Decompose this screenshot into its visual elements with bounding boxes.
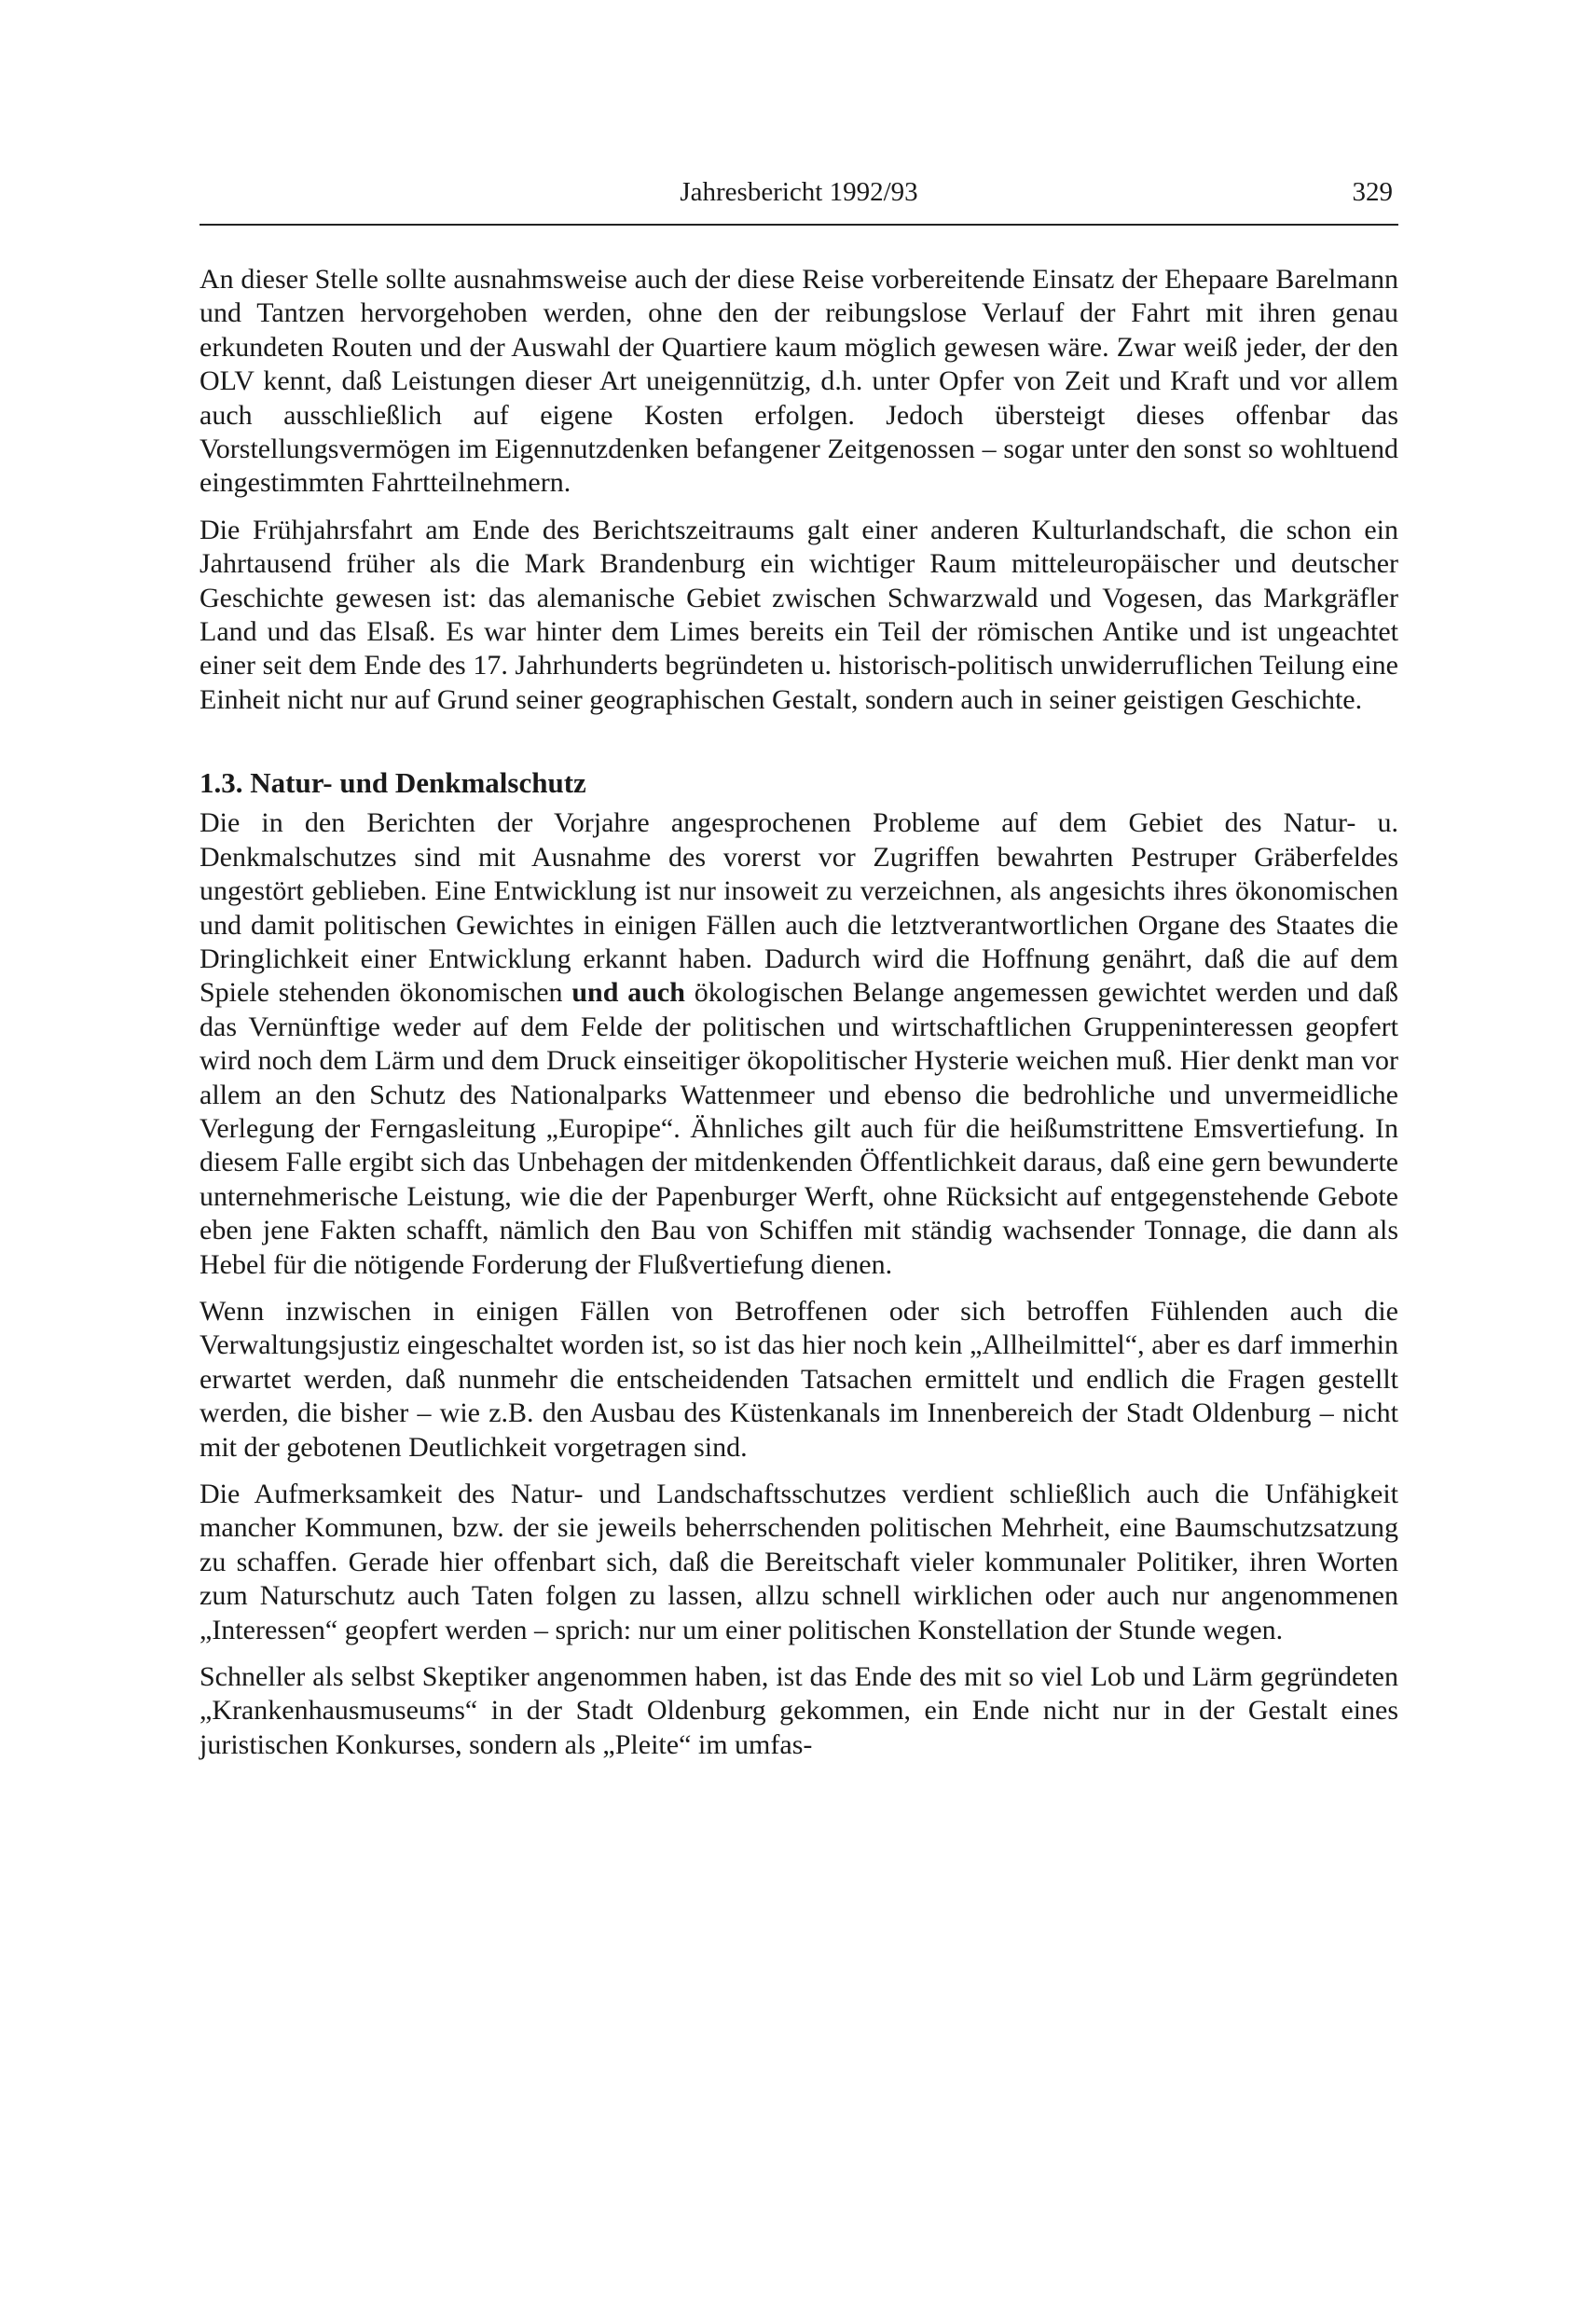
emphasized-text: und auch — [571, 977, 685, 1009]
paragraph-nature-protection-part2: ökologischen Belange angemessen gewichtet werden und daß das Vernünftige weder auf dem Felde der politischen und wirtschaftlichen Gruppeninteressen geopfert wird noch dem Lärm und dem Druck einseitiger ökopolitischer Hysterie weichen muß. Hier denkt man vor allem an den Schutz des Nationalparks Wattenmeer und ebenso die bedrohliche und unvermeidliche Verlegung der Ferngasleitung „Europipe“. Ähnliches gilt auch für die heißumstrittene Emsvertiefung. In diesem Falle ergibt sich das Unbehagen der mitdenkenden Öffentlichkeit daraus, daß eine gern bewunderte unternehmerische Leistung, wie die der Papenburger Werft, ohne Rücksicht auf entgegenstehende Gebote eben jene Fakten schafft, nämlich den Bau von Schiffen mit ständig wachsender Tonnage, die dann als Hebel für die nötigende Forderung der Flußvertiefung dienen. — [200, 977, 1398, 1280]
paragraph-spring-trip: Die Frühjahrsfahrt am Ende des Berichtszeitraums galt einer anderen Kulturlandschaft, die schon ein Jahrtausend früher als die Mark Brandenburg ein wichtiger Raum mitteleuropäischer und deutscher Geschichte gewesen ist: das alemanische Gebiet zwischen Schwarzwald und Vogesen, das Markgräfler Land und das Elsaß. Es war hinter dem Limes bereits ein Teil der römischen Antike und ist ungeachtet einer seit dem Ende des 17. Jahrhunderts begründeten u. historisch-politisch unwiderruflichen Teilung eine Einheit nicht nur auf Grund seiner geographischen Gestalt, sondern auch in seiner geistigen Geschichte. — [200, 514, 1398, 715]
section-heading: 1.3. Natur- und Denkmalschutz — [200, 766, 586, 800]
paragraph-travel-preparation: An dieser Stelle sollte ausnahmsweise auch der diese Reise vorbereitende Einsatz der Ehepaare Barelmann und Tantzen hervorgehoben werden, ohne den der reibungslose Verlauf der Fahrt mit ihren genau erkundeten Routen und der Auswahl der Quartiere kaum möglich gewesen wäre. Zwar weiß jeder, der den OLV kennt, daß Leistungen dieser Art uneigennützig, d.h. unter Opfer von Zeit und Kraft und vor allem auch ausschließlich auf eigene Kosten erfolgen. Jedoch übersteigt dieses offenbar das Vorstellungsvermögen im Eigennutzdenken befangener Zeitgenossen – sogar unter den sonst so wohltuend eingestimmten Fahrtteilnehmern. — [200, 264, 1398, 499]
running-header — [200, 175, 1398, 226]
paragraph-nature-protection-part1: Die in den Berichten der Vorjahre angesprochenen Probleme auf dem Gebiet des Natur- u. Denkmalschutzes sind mit Ausnahme des vorerst vor Zugriffen bewahrten Pestruper Gräberfeldes ungestört geblieben. Eine Entwicklung ist nur insoweit zu verzeichnen, als angesichts ihres ökonomischen und damit politischen Gewichtes in einigen Fällen auch die letztverantwortlichen Organe des Staates die Dringlichkeit einer Entwicklung erkannt haben. Dadurch wird die Hoffnung genährt, daß die auf dem Spiele stehenden ökonomischen — [200, 807, 1398, 1009]
body-text — [200, 263, 1398, 1775]
running-title: Jahresbericht 1992/93 — [680, 177, 918, 207]
paragraph-hospital-museum: Schneller als selbst Skeptiker angenommen haben, ist das Ende des mit so viel Lob und Lärm gegründeten „Krankenhausmuseums“ in der Stadt Oldenburg gekommen, ein Ende nicht nur in der Gestalt eines juristischen Konkurses, sondern als „Pleite“ im umfas- — [200, 1661, 1398, 1760]
paragraph-nature-protection — [200, 806, 1398, 1282]
page-number: 329 — [1352, 177, 1393, 207]
paragraph-tree-protection: Die Aufmerksamkeit des Natur- und Landschaftsschutzes verdient schließlich auch die Unfähigkeit mancher Kommunen, bzw. der sie jeweils beherrschenden politischen Mehrheit, eine Baumschutzsatzung zu schaffen. Gerade hier offenbart sich, daß die Bereitschaft vieler kommunaler Politiker, ihren Worten zum Naturschutz auch Taten folgen zu lassen, allzu schnell wirklichen oder auch nur angenommenen „Interessen“ geopfert werden – sprich: nur um einer politischen Konstellation der Stunde wegen. — [200, 1479, 1398, 1645]
paragraph-administrative-justice: Wenn inzwischen in einigen Fällen von Betroffenen oder sich betroffen Fühlenden auch die Verwaltungsjustiz eingeschaltet worden ist, so ist das hier noch kein „Allheilmittel“, aber es darf immerhin erwartet werden, daß nunmehr die entscheidenden Tatsachen ermittelt und endlich die Fragen gestellt werden, die bisher – wie z.B. den Ausbau des Küstenkanals im Innenbereich der Stadt Oldenburg – nicht mit der gebotenen Deutlichkeit vorgetragen sind. — [200, 1295, 1398, 1463]
